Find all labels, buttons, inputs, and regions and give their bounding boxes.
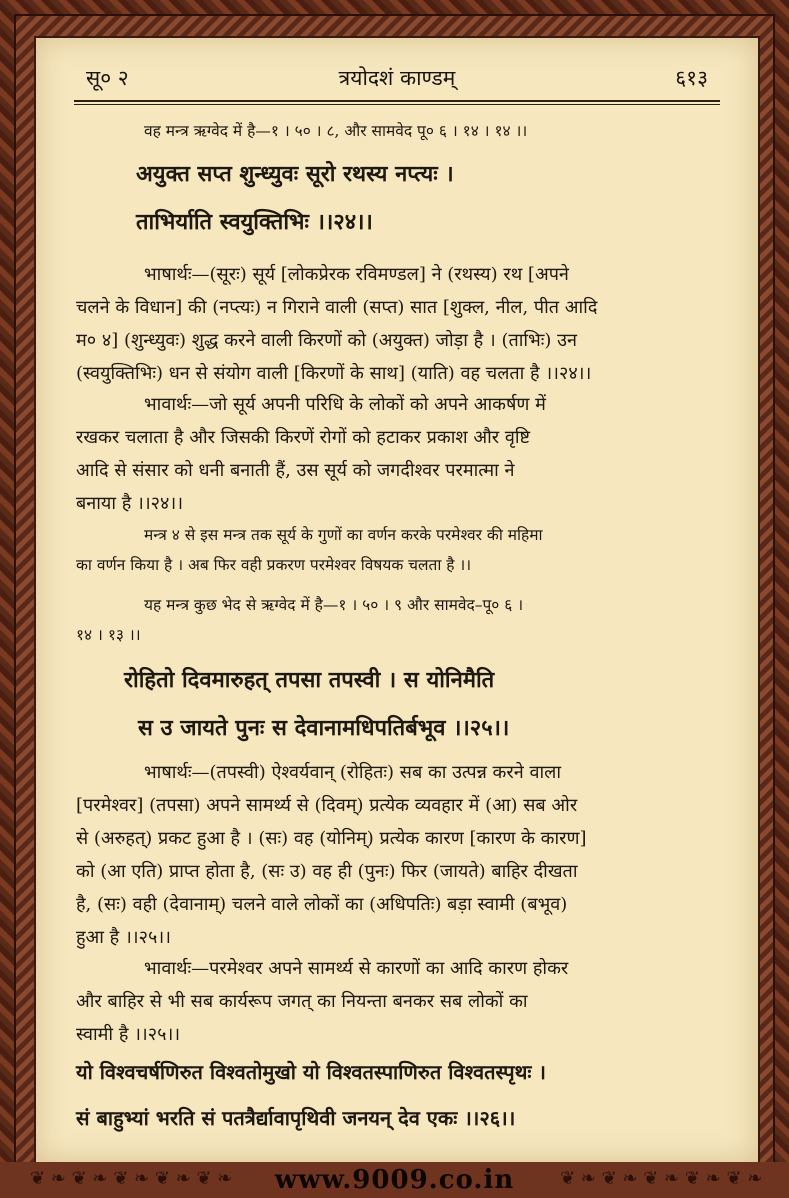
rigveda-reference-2 <box>76 590 720 650</box>
text-line: है, (सः) वही (देवानाम्) चलने वाले लोकों का (अधिपतिः) बड़ा स्वामी (बभूव) <box>76 894 568 915</box>
text-line: भाषार्थः—(तपस्वी) ऐश्वर्यवान् (रोहितः) सब का उत्पन्न करने वाला <box>144 762 561 783</box>
website-link[interactable]: www.9009.co.in <box>274 1165 515 1195</box>
text-line: म० ४] (शुन्ध्युवः) शुद्ध करने वाली किरणों को (अयुक्त) जोड़ा है । (ताभिः) उन <box>76 330 577 351</box>
page-header <box>86 60 708 96</box>
text-line: भावार्थः—जो सूर्य अपनी परिधि के लोकों को अपने आकर्षण में <box>144 394 546 415</box>
bhavartha-24 <box>76 388 720 520</box>
text-line: हुआ है ।।२५।। <box>76 927 171 948</box>
text-line: को (आ एति) प्राप्त होता है, (सः उ) वह ही (पुनः) फिर (जायते) बाहिर दीखता <box>76 861 578 882</box>
mantra-26 <box>76 1052 720 1138</box>
text-line: का वर्णन किया है । अब फिर वही प्रकरण परमेश्वर विषयक चलता है ।। <box>76 556 472 574</box>
text-line: भावार्थः—परमेश्वर अपने सामर्थ्य से कारणों का आदि कारण होकर <box>144 958 569 979</box>
header-rule <box>74 100 720 102</box>
rigveda-reference-1 <box>144 116 720 146</box>
bhashartha-24 <box>76 258 720 390</box>
text-line: आदि से संसार को धनी बनाती हैं, उस सूर्य को जगदीश्वर परमात्मा ने <box>76 460 515 481</box>
text-line: (स्वयुक्तिभिः) धन से संयोग वाली [किरणों के साथ] (याति) वह चलता है ।।२४।। <box>76 363 592 384</box>
text-line: वह मन्त्र ऋग्वेद में है—१ । ५० । ८, और सामवेद पू० ६ । १४ । १४ ।। <box>144 122 528 140</box>
mantra-line: ताभिर्याति स्वयुक्तिभिः ।।२४।। <box>136 209 373 235</box>
text-line: [परमेश्वर] (तपसा) अपने सामर्थ्य से (दिवम्) प्रत्येक व्यवहार में (आ) सब ओर <box>76 795 578 816</box>
mantra-line: स उ जायते पुनः स देवानामधिपतिर्बभूव ।।२५।। <box>138 715 510 741</box>
header-rule-thin <box>74 104 720 105</box>
kanda-title: त्रयोदशं काण्डम् <box>338 66 456 90</box>
text-line: १४ । १३ ।। <box>76 626 141 644</box>
bhavartha-25 <box>76 952 720 1051</box>
text-line: यह मन्त्र कुछ भेद से ऋग्वेद में है—१ । ५० । ९ और सामवेद–पू० ६ । <box>144 596 524 614</box>
text-line: चलने के विधान] की (नप्त्यः) न गिराने वाली (सप्त) सात [शुक्ल, नील, पीत आदि <box>76 297 598 318</box>
page-number: ६१३ <box>675 66 708 90</box>
footer-ornament-right: ❦ ❧ ❦ ❧ ❦ ❧ ❦ ❧ ❦ ❧ <box>560 1168 763 1189</box>
text-line: से (अरुहत्) प्रकट हुआ है । (सः) वह (योनिम्) प्रत्येक कारण [कारण के कारण] <box>76 828 587 849</box>
book-page <box>34 36 760 1164</box>
explanatory-note <box>76 520 720 580</box>
text-line: भाषार्थः—(सूरः) सूर्य [लोकप्रेरक रविमण्डल] ने (रथस्य) रथ [अपने <box>144 264 569 285</box>
text-line: बनाया है ।।२४।। <box>76 493 184 514</box>
mantra-line: सं बाहुभ्यां भरति सं पतत्रैर्द्यावापृथिवी जनयन् देव एकः ।।२६।। <box>76 1106 516 1130</box>
bhashartha-25 <box>76 756 720 954</box>
footer-ornament-left: ❦ ❧ ❦ ❧ ❦ ❧ ❦ ❧ ❦ ❧ <box>30 1168 233 1189</box>
text-line: और बाहिर से भी सब कार्यरूप जगत् का नियन्ता बनकर सब लोकों का <box>76 991 528 1012</box>
mantra-24 <box>136 154 720 242</box>
mantra-line: रोहितो दिवमारुहत् तपसा तपस्वी । स योनिमैति <box>124 667 495 693</box>
mantra-line: अयुक्त सप्त शुन्ध्युवः सूरो रथस्य नप्त्यः । <box>136 161 454 187</box>
text-line: मन्त्र ४ से इस मन्त्र तक सूर्य के गुणों का वर्णन करके परमेश्वर की महिमा <box>144 526 543 544</box>
text-line: स्वामी है ।।२५।। <box>76 1024 181 1045</box>
mantra-25 <box>124 660 720 748</box>
text-line: रखकर चलाता है और जिसकी किरणें रोगों को हटाकर प्रकाश और वृष्टि <box>76 427 531 448</box>
sukta-number: सू० २ <box>86 66 129 90</box>
mantra-line: यो विश्वचर्षणिरुत विश्वतोमुखो यो विश्वतस्पाणिरुत विश्वतस्पृथः । <box>76 1060 547 1084</box>
